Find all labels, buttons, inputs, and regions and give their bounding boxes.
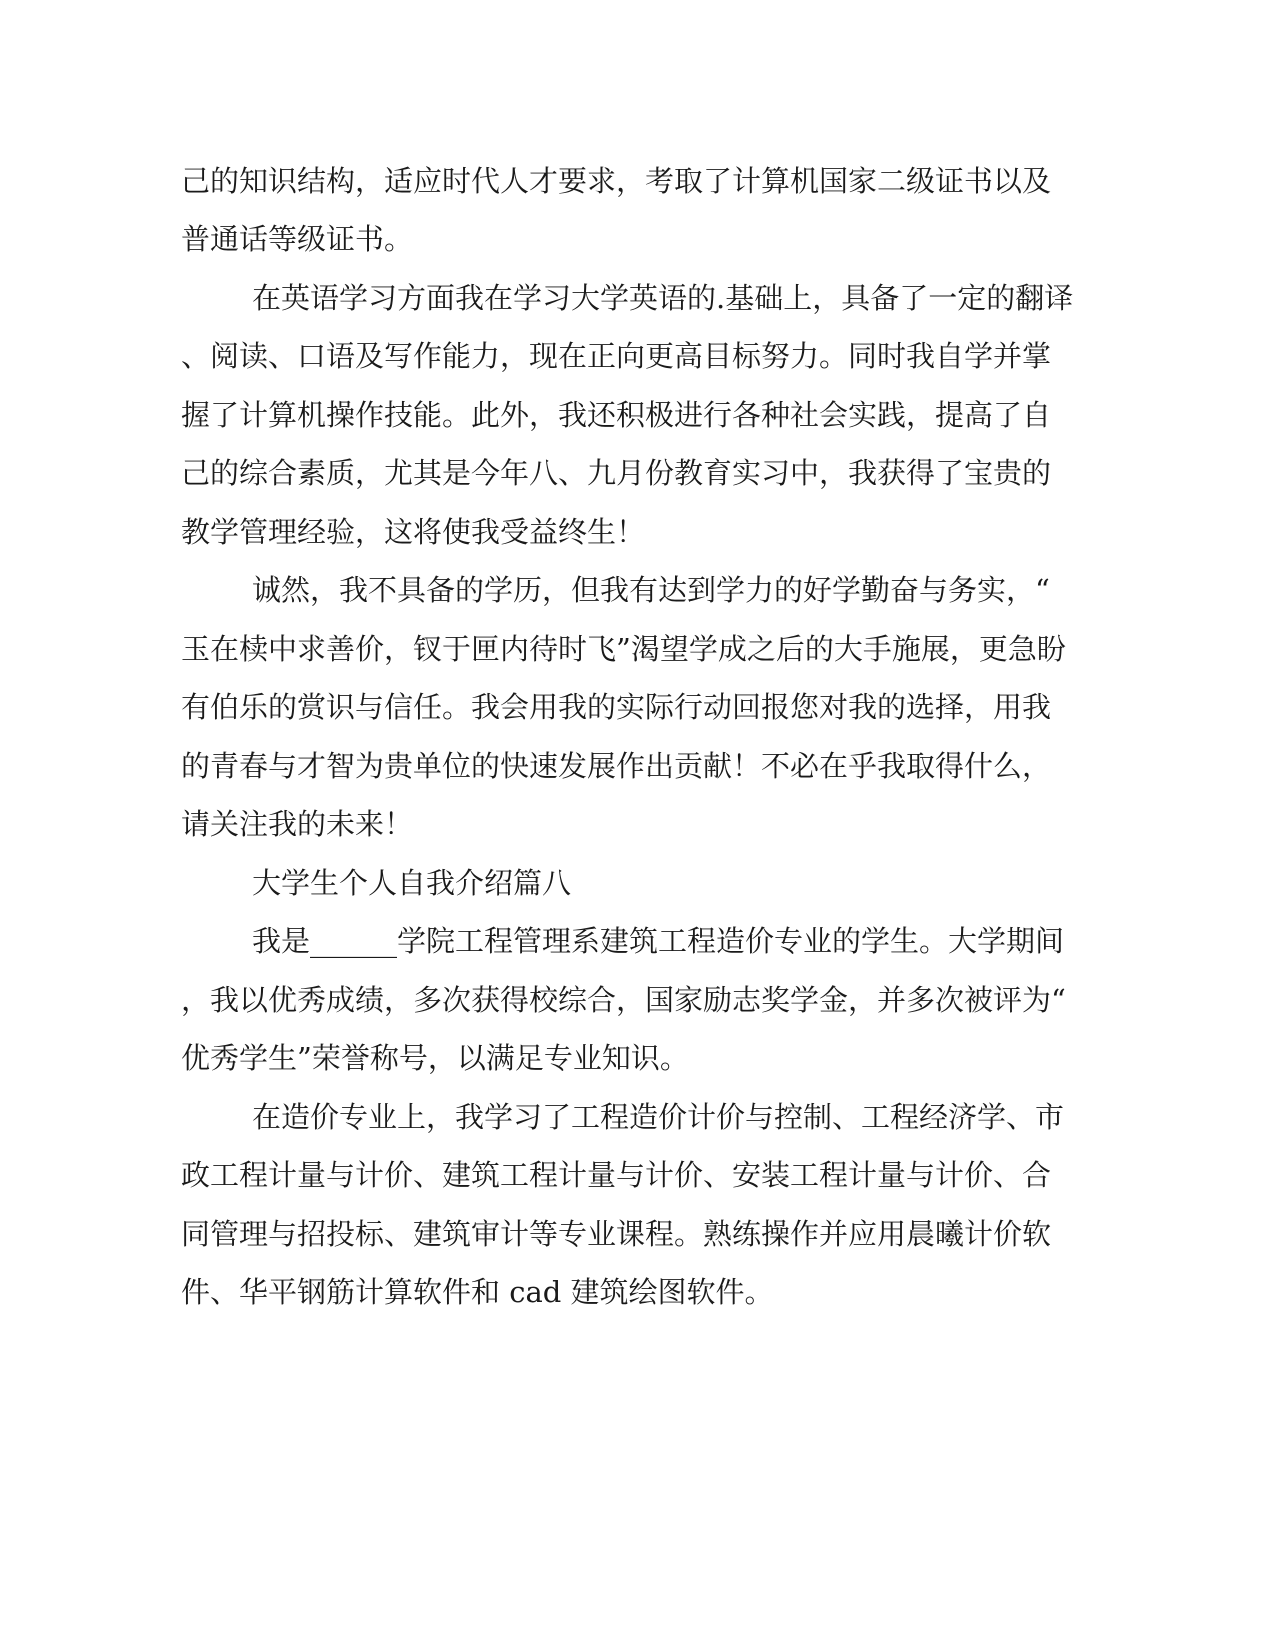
text-line: 件、华平钢筋计算软件和 cad 建筑绘图软件。 <box>181 1275 774 1309</box>
text-line: 有伯乐的赏识与信任。我会用我的实际行动回报您对我的选择，用我 <box>181 690 1052 724</box>
text-line: 己的知识结构，适应时代人才要求，考取了计算机国家二级证书以及 <box>181 164 1052 198</box>
text-line: 教学管理经验，这将使我受益终生！ <box>181 515 646 549</box>
paragraph-first-line: 在英语学习方面我在学习大学英语的.基础上，具备了一定的翻译 <box>252 281 1074 315</box>
text-line: 普通话等级证书。 <box>181 222 414 256</box>
paragraph-first-line: 诚然，我不具备的学历，但我有达到学力的好学勤奋与务实，“ <box>252 573 1050 607</box>
paragraph-first-line: 我是______学院工程管理系建筑工程造价专业的学生。大学期间 <box>252 924 1065 958</box>
paragraph-first-line: 在造价专业上，我学习了工程造价计价与控制、工程经济学、市 <box>252 1100 1065 1134</box>
text-line: 己的综合素质，尤其是今年八、九月份教育实习中，我获得了宝贵的 <box>181 456 1052 490</box>
text-line: 请关注我的未来！ <box>181 807 414 841</box>
text-line: ，我以优秀成绩，多次获得校综合，国家励志奖学金，并多次被评为“ <box>181 983 1066 1017</box>
text-line: 握了计算机操作技能。此外，我还积极进行各种社会实践，提高了自 <box>181 398 1052 432</box>
section-heading: 大学生个人自我介绍篇八 <box>252 866 572 900</box>
text-line: 、阅读、口语及写作能力，现在正向更高目标努力。同时我自学并掌 <box>181 339 1052 373</box>
text-line: 政工程计量与计价、建筑工程计量与计价、安装工程计量与计价、合 <box>181 1158 1052 1192</box>
text-line: 优秀学生”荣誉称号，以满足专业知识。 <box>181 1041 689 1075</box>
text-line: 的青春与才智为贵单位的快速发展作出贡献！不必在乎我取得什么， <box>181 749 1052 783</box>
text-line: 玉在椟中求善价，钗于匣内待时飞”渴望学成之后的大手施展，更急盼 <box>181 632 1066 666</box>
text-line: 同管理与招投标、建筑审计等专业课程。熟练操作并应用晨曦计价软 <box>181 1217 1052 1251</box>
